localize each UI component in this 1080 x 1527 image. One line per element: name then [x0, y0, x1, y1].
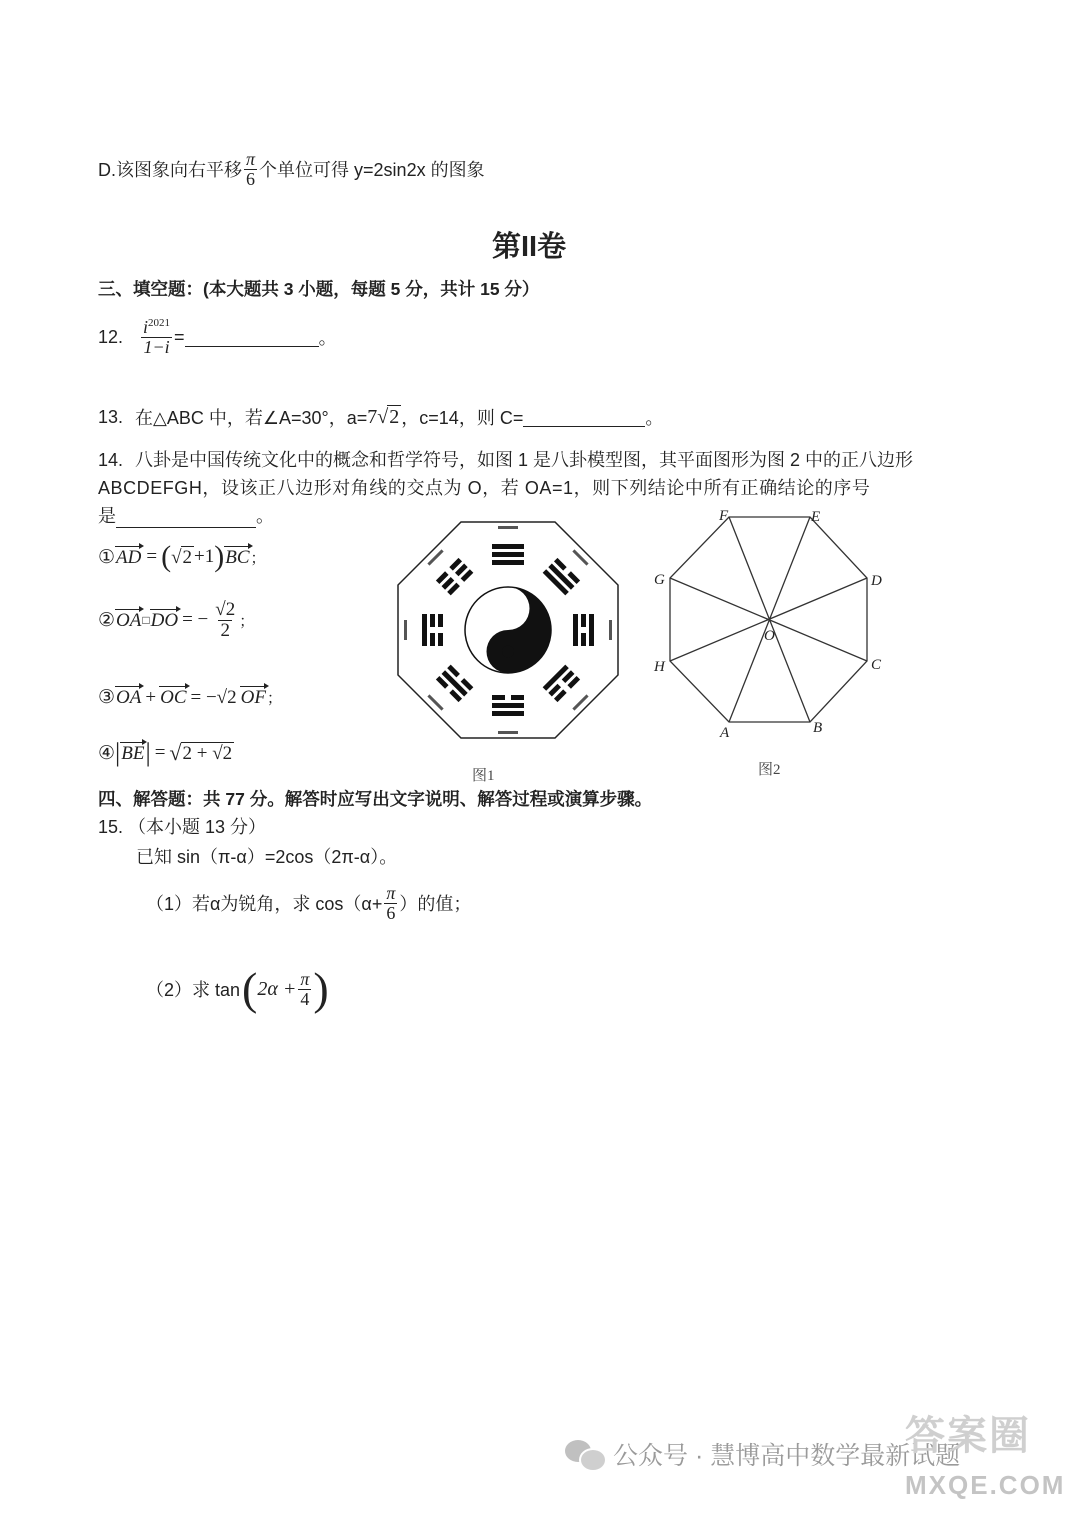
opt2-denominator: 2: [220, 619, 230, 641]
fraction-denominator: 6: [386, 902, 396, 923]
option-d-post: 个单位可得 y=2sin2x 的图象: [259, 160, 485, 181]
q14-answer-blank[interactable]: [116, 509, 256, 528]
q13-coef: 7: [367, 405, 378, 428]
q13-number: 13.: [98, 406, 124, 427]
q15-sub1-fraction: [384, 884, 397, 923]
opt4-abs-right: |: [145, 738, 151, 767]
q15-sub2-paren-close: ): [313, 963, 329, 1014]
part3-heading: 三、填空题：(本大题共 3 小题，每题 5 分，共计 15 分）: [98, 279, 540, 299]
opt1-radical: √2: [171, 546, 193, 568]
opt1-eq: =: [146, 546, 158, 567]
q13-pre: 在△ABC 中，若∠A=30°，a=: [135, 408, 368, 428]
vertex-label-h: H: [654, 659, 665, 675]
opt2-numerator: √2: [215, 599, 236, 620]
q12-equals: =: [174, 326, 185, 347]
opt1-vector-bc: BC: [225, 546, 250, 568]
opt1-paren-open: (: [161, 540, 172, 573]
opt3-vector-of: OF: [240, 687, 266, 708]
section-title: 第II卷: [492, 231, 567, 263]
center-label-o: O: [764, 628, 775, 644]
opt4-radicand: 2 + √2: [182, 742, 233, 764]
watermark-logo: 答案圈: [905, 1414, 1031, 1458]
vertex-label-f: F: [719, 508, 729, 524]
q14-option-4: [98, 738, 234, 768]
vertex-label-b: B: [813, 720, 823, 736]
question-14-line2: ABCDEFGH，设该正八边形对角线的交点为 O，若 OA=1，则下列结论中所有正确结论的序号: [98, 478, 871, 498]
part4-heading: 四、解答题：共 77 分。解答时应写出文字说明、解答过程或演算步骤。: [98, 789, 653, 809]
opt2-dot: □: [142, 612, 150, 627]
q15-sub1-pre: （1）若α为锐角，求 cos（α+: [146, 894, 383, 915]
vertex-label-c: C: [871, 657, 882, 673]
opt1-plus: +1: [194, 546, 215, 567]
q12-denominator: 1−i: [143, 336, 170, 357]
q12-fraction: [141, 318, 172, 357]
figure-2-caption: 图2: [758, 762, 781, 778]
opt1-paren-close: ): [214, 540, 225, 573]
vertex-label-g: G: [654, 572, 665, 588]
opt3-vector-oc: OC: [160, 687, 187, 708]
option-d: [98, 150, 485, 189]
opt4-vector-be: BE: [121, 742, 145, 764]
q14-option-2: [98, 600, 254, 641]
opt2-vector-oa: OA: [116, 609, 142, 631]
q12-exponent: 2021: [148, 317, 171, 329]
q15-sub2-expr: 2α +: [257, 977, 297, 1000]
fraction-denominator: 4: [300, 988, 310, 1009]
q12-end: 。: [318, 328, 337, 349]
question-12: [98, 318, 337, 357]
opt4-eq: =: [154, 742, 166, 763]
figure-1-bagua: [396, 520, 620, 740]
q12-number: 12.: [98, 326, 124, 347]
opt1-end: ；: [250, 550, 266, 567]
opt4-mark: ④: [98, 742, 116, 764]
fraction-numerator: π: [386, 883, 396, 903]
figure-1-caption: 图1: [472, 768, 495, 784]
opt2-vector-do: DO: [150, 609, 179, 631]
q13-end: 。: [645, 408, 664, 428]
q14-number: 14.: [98, 450, 124, 470]
opt3-plus: +: [145, 686, 157, 708]
q14-line1-text: 八卦是中国传统文化中的概念和哲学符号，如图 1 是八卦模型图，其平面图形为图 2 中的正八边形: [135, 450, 914, 470]
vertex-label-a: A: [720, 725, 730, 741]
q12-base: i: [143, 317, 149, 337]
q15-sub2-paren-open: (: [242, 963, 258, 1014]
q15-sub2-pre: （2）求 tan: [146, 980, 241, 1000]
q15-sub1: [146, 884, 471, 923]
opt3-mark: ③: [98, 687, 116, 708]
q12-numerator: [141, 318, 172, 337]
q15-title: 15. （本小题 13 分）: [98, 817, 267, 837]
figure-2-octagon: [646, 505, 896, 745]
opt3-end: ；: [266, 691, 282, 707]
opt1-vector-ad: AD: [116, 546, 142, 568]
opt4-abs-left: |: [115, 738, 121, 767]
q12-answer-blank[interactable]: [185, 328, 319, 347]
q15-given: 已知 sin（π-α）=2cos（2π-α）。: [136, 847, 398, 867]
q15-sub2-fraction: [298, 970, 311, 1009]
option-d-pre: D.该图象向右平移: [98, 160, 242, 181]
wechat-icon: [565, 1438, 605, 1470]
watermark: [565, 1436, 960, 1472]
watermark-site: MXQE.COM: [905, 1470, 1066, 1500]
q13-radicand: 2: [389, 406, 400, 428]
q15-sub1-post: ）的值；: [399, 894, 472, 915]
option-d-fraction: [244, 150, 257, 189]
question-14-line3: [98, 502, 274, 528]
fraction-denominator: 6: [246, 168, 256, 189]
opt2-mark: ②: [98, 609, 116, 631]
question-14-line1: [98, 446, 913, 472]
fraction-numerator: π: [300, 968, 310, 989]
q13-radical: √2: [377, 406, 400, 428]
opt1-mark: ①: [98, 546, 116, 568]
q13-mid: ，c=14，则 C=: [401, 408, 524, 428]
fraction-numerator: π: [246, 149, 256, 169]
opt3-vector-oa: OA: [116, 687, 142, 708]
opt3-eq: = −√2: [190, 686, 237, 708]
q14-option-3: [98, 686, 282, 709]
opt2-fraction: [213, 600, 237, 641]
watermark-text: 公众号 · 慧博高中数学最新试题: [613, 1442, 961, 1470]
opt1-radicand: 2: [182, 546, 193, 568]
q14-option-1: [98, 540, 266, 574]
q14-line3-pre: 是: [98, 506, 116, 526]
opt2-end: ；: [239, 613, 255, 630]
q14-line3-end: 。: [256, 506, 274, 526]
opt4-radical: √: [169, 740, 182, 765]
vertex-label-d: D: [871, 573, 882, 589]
vertex-label-e: E: [811, 509, 821, 525]
q15-sub2: [146, 963, 329, 1014]
question-13: [98, 404, 663, 430]
opt2-eq: = −: [182, 609, 209, 631]
q13-answer-blank[interactable]: [523, 408, 645, 427]
